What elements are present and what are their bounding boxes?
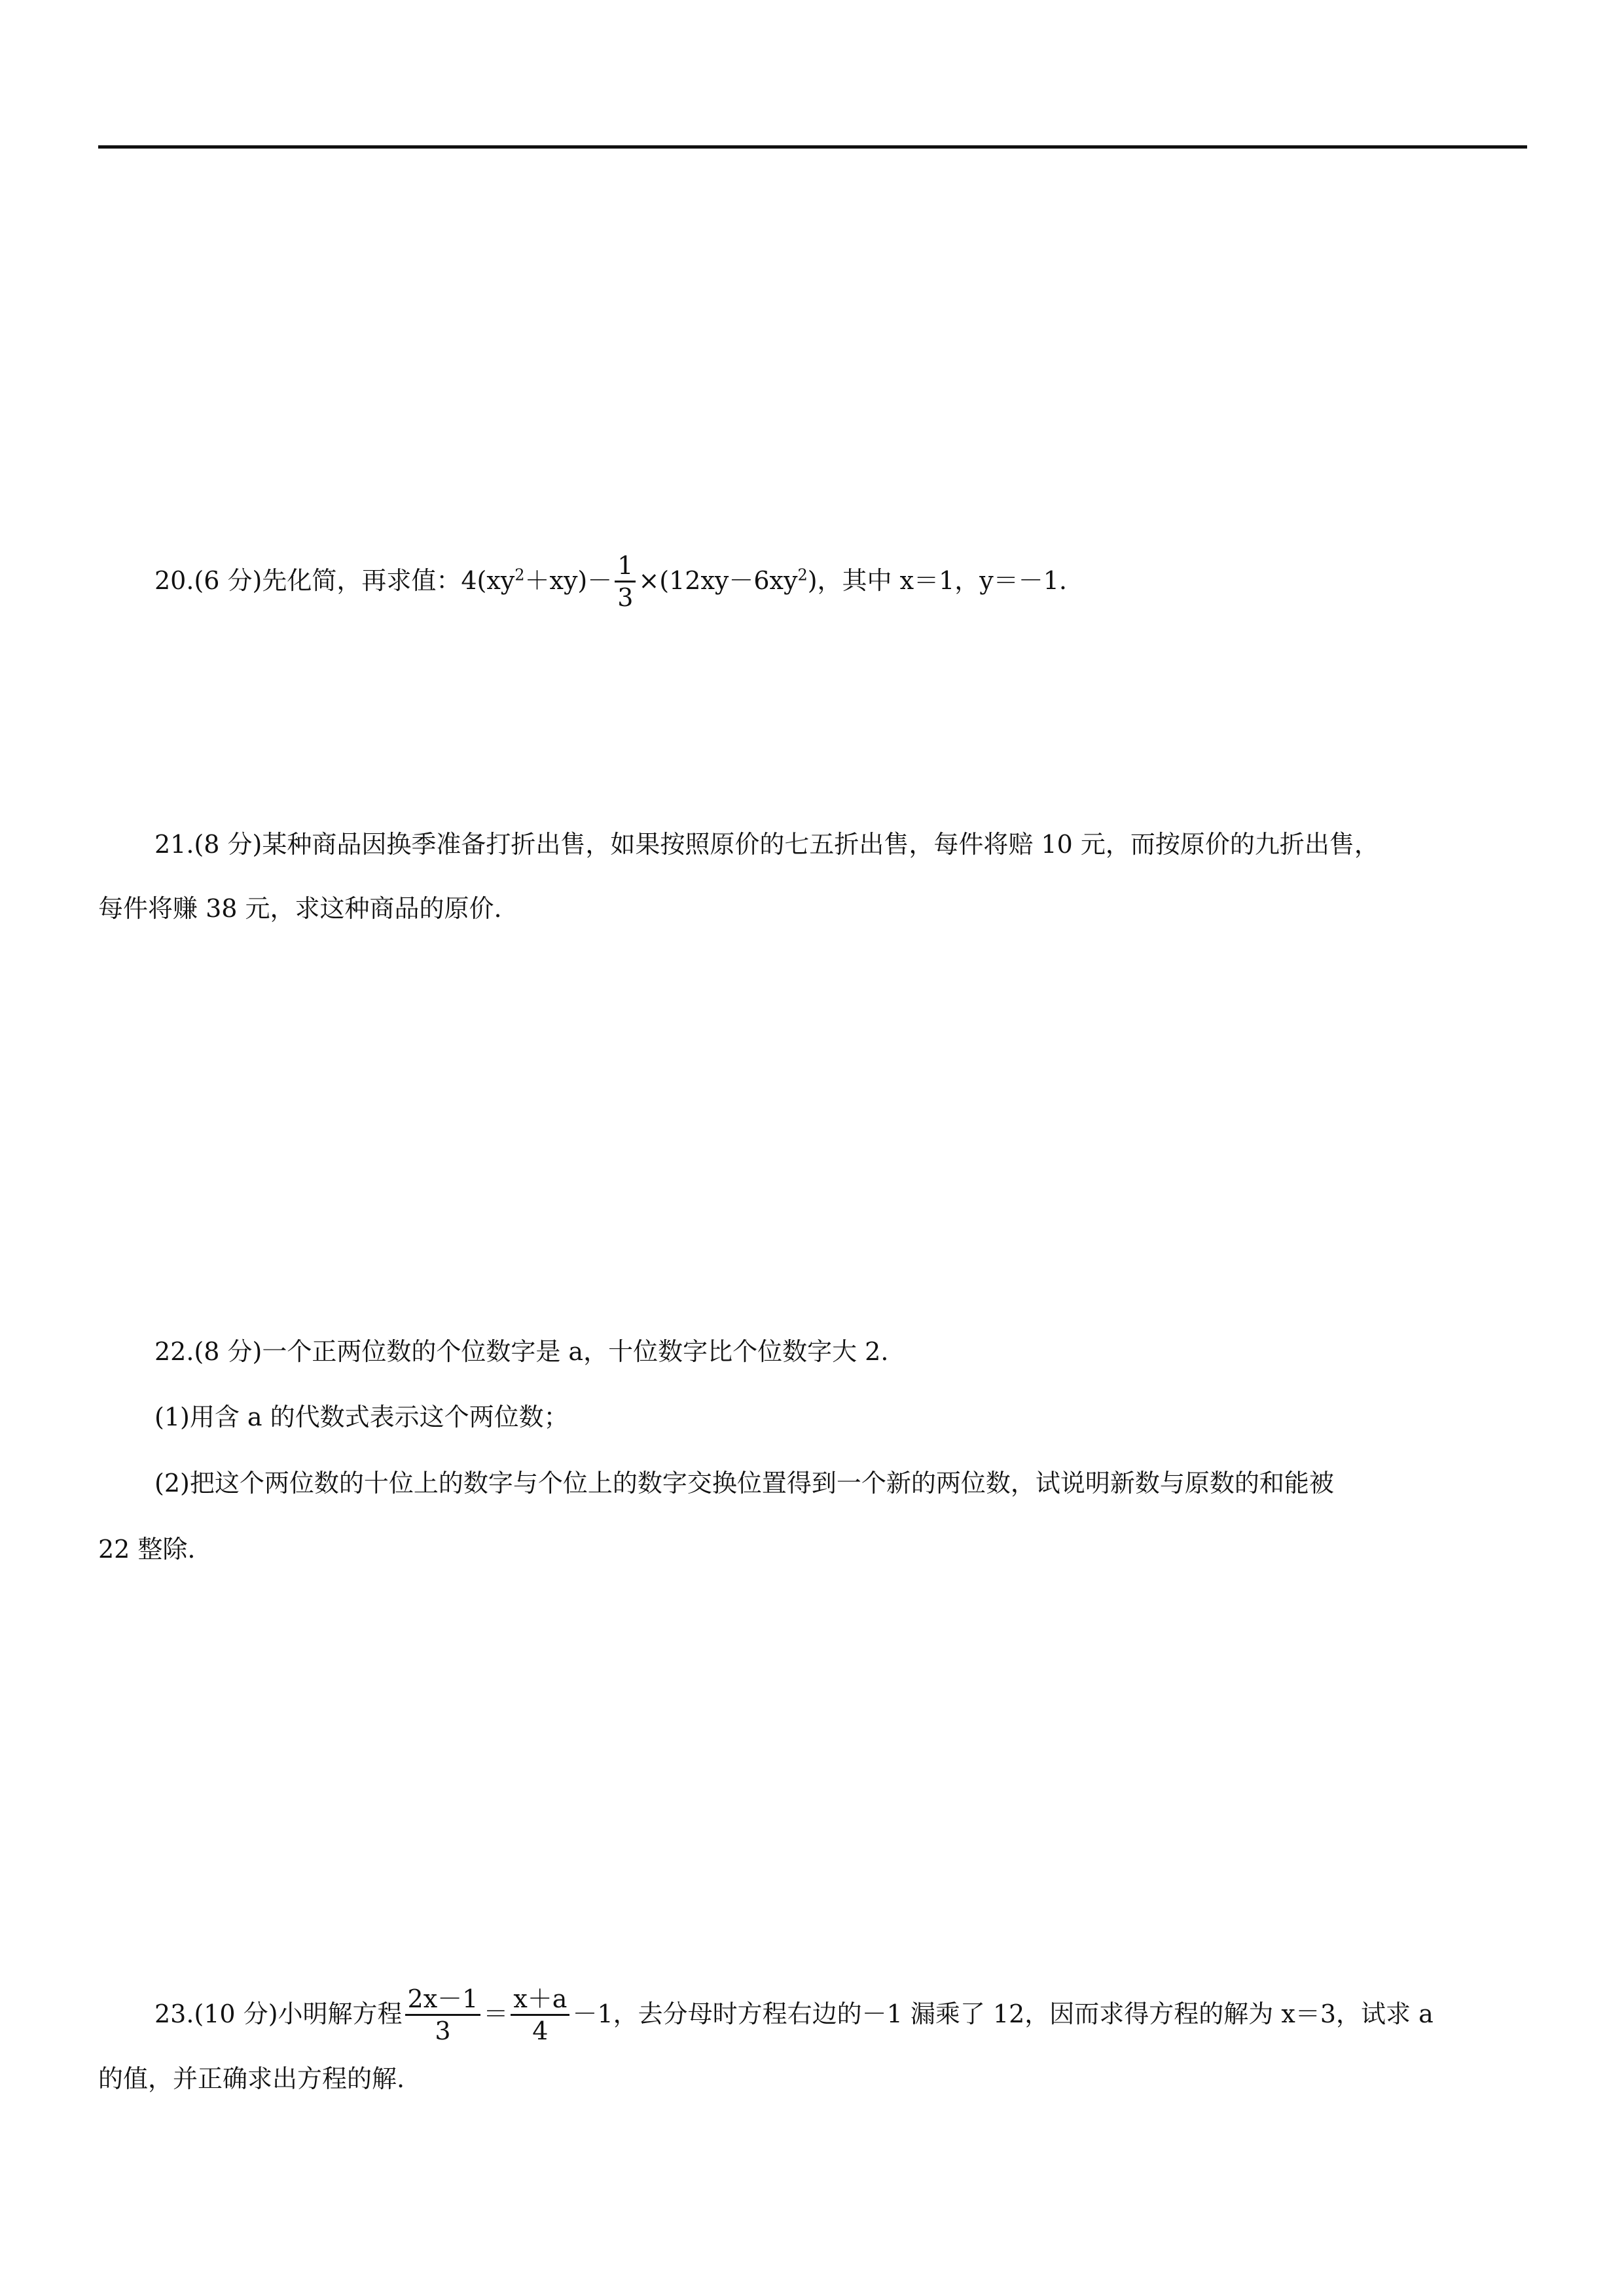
- question-20: [154, 552, 1067, 614]
- q23-label: 23.(10 分)小明解方程: [154, 2000, 403, 2028]
- question-21-line-1: 21.(8 分)某种商品因换季准备打折出售，如果按照原价的七五折出售，每件将赔 10 元，而按原价的九折出售，: [154, 830, 1379, 859]
- q20-fraction: [615, 550, 636, 613]
- q20-sup-1: 2: [514, 565, 525, 584]
- q23-rest: －1，去分母时方程右边的－1 漏乘了 12，因而求得方程的解为 x＝3，试求 a: [572, 2000, 1434, 2028]
- q20-expr-d: )，其中 x＝1，y＝－1.: [807, 566, 1067, 595]
- q20-expr-c: ×(12xy－6xy: [638, 566, 798, 595]
- q20-expr-b: ＋xy)－: [524, 566, 613, 595]
- q20-label: 20.(6 分)先化简，再求值：: [154, 566, 461, 595]
- question-23-line-2: 的值，并正确求出方程的解.: [98, 2064, 405, 2093]
- q20-sup-2: 2: [797, 565, 808, 584]
- question-22-line-1: 22.(8 分)一个正两位数的个位数字是 a，十位数字比个位数字大 2.: [154, 1337, 889, 1366]
- q23-fraction-1-denominator: 3: [435, 2017, 451, 2045]
- q23-fraction-2-numerator: x＋a: [511, 1984, 569, 2016]
- q23-fraction-1: [405, 1984, 481, 2046]
- q23-fraction-1-numerator: 2x－1: [405, 1984, 481, 2016]
- q20-fraction-numerator: 1: [615, 550, 636, 583]
- q23-equals: ＝: [483, 2000, 509, 2028]
- q20-expr-a: 4(xy: [461, 566, 515, 595]
- question-22-part-2-continued: 22 整除.: [98, 1535, 196, 1564]
- question-22-part-1: (1)用含 a 的代数式表示这个两位数；: [154, 1403, 569, 1431]
- question-23-line-1: [154, 1985, 1434, 2047]
- question-21-line-2: 每件将赚 38 元，求这种商品的原价.: [98, 894, 502, 923]
- q20-fraction-denominator: 3: [617, 583, 634, 612]
- q23-fraction-2-denominator: 4: [532, 2017, 549, 2045]
- question-22-part-2: (2)把这个两位数的十位上的数字与个位上的数字交换位置得到一个新的两位数，试说明新数与原数的和能被: [154, 1469, 1334, 1498]
- header-rule: [98, 145, 1527, 149]
- q23-fraction-2: [511, 1984, 569, 2046]
